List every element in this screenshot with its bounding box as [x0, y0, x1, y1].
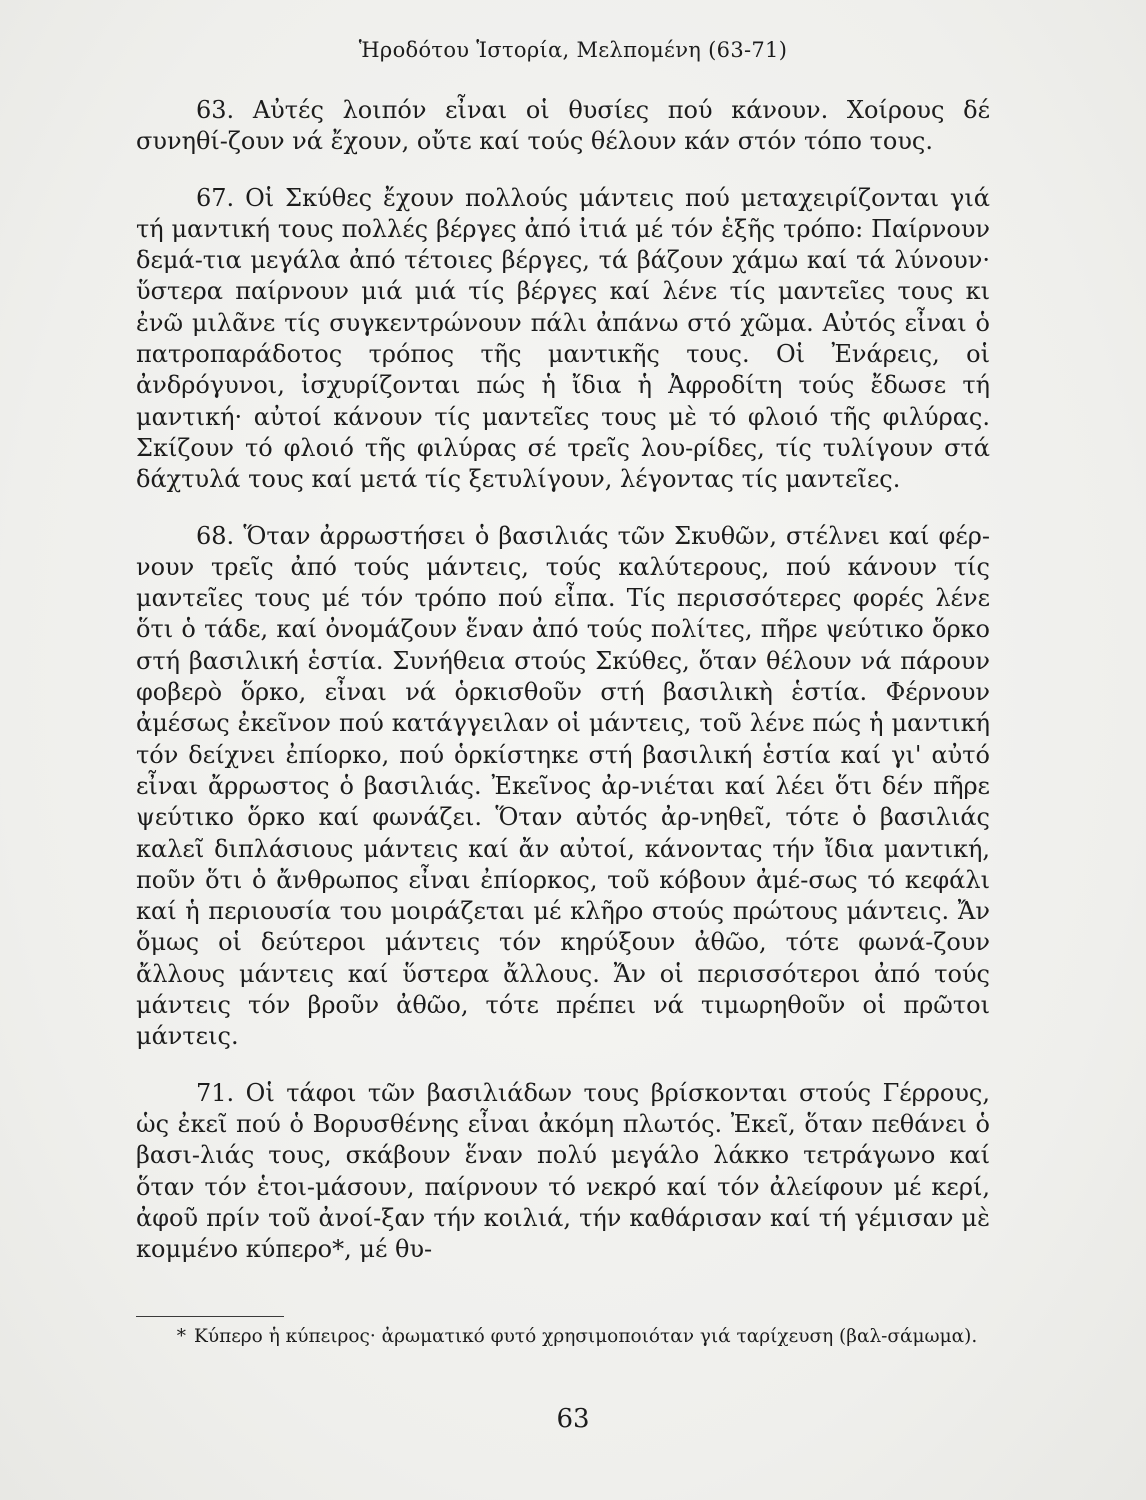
- paragraph-71: 71. Οἱ τάφοι τῶν βασιλιάδων τους βρίσκονται στούς Γέρρους, ὡς ἐκεῖ πού ὁ Βορυσθένης εἶναι ἀκόμη πλωτός. Ἐκεῖ, ὅταν πεθάνει ὁ βασι-λιάς τους, σκάβουν ἕναν πολύ μεγάλο λάκκο τετράγωνο καί ὅταν τόν ἑτοι-μάσουν, παίρνουν τό νεκρό καί τόν ἀλείφουν μέ κερί, ἀφοῦ πρίν τοῦ ἀνοί-ξαν τήν κοιλιά, τήν καθάρισαν καί τή γέμισαν μὲ κομμένο κύπερο*, μέ θυ-: [136, 1078, 990, 1264]
- footnote-marker: *: [176, 1326, 186, 1347]
- body-text: [136, 95, 990, 1265]
- footnote-text: Κύπερο ἡ κύπειρος· ἀρωματικό φυτό χρησιμοποιόταν γιά ταρίχευση (βαλ-σάμωμα).: [194, 1326, 978, 1347]
- paragraph-63: 63. Αὐτές λοιπόν εἶναι οἱ θυσίες πού κάνουν. Χοίρους δέ συνηθί-ζουν νά ἔχουν, οὔτε καί τούς θέλουν κάν στόν τόπο τους.: [136, 96, 990, 156]
- paragraph-67: 67. Οἱ Σκύθες ἔχουν πολλούς μάντεις πού μεταχειρίζονται γιά τή μαντική τους πολλές βέργες ἀπό ἰτιά μέ τόν ἑξῆς τρόπο: Παίρνουν δεμά-τια μεγάλα ἀπό τέτοιες βέργες, τά βάζουν χάμω καί τά λύνουν· ὕστερα παίρνουν μιά μιά τίς βέργες καί λένε τίς μαντεῖες τους κι ἐνῶ μιλᾶνε τίς συγκεντρώνουν πάλι ἀπάνω στό χῶμα. Αὐτός εἶναι ὁ πατροπαράδοτος τρόπος τῆς μαντικῆς τους. Οἱ Ἐνάρεις, οἱ ἀνδρόγυνοι, ἰσχυρίζονται πώς ἡ ἴδια ἡ Ἀφροδίτη τούς ἔδωσε τή μαντική· αὐτοί κάνουν τίς μαντεῖες τους μὲ τό φλοιό τῆς φιλύρας. Σκίζουν τό φλοιό τῆς φιλύρας σέ τρεῖς λου-ρίδες, τίς τυλίγουν στά δάχτυλά τους καί μετά τίς ξετυλίγουν, λέγοντας τίς μαντεῖες.: [136, 183, 990, 494]
- page-number: 63: [556, 1404, 590, 1434]
- footnote-rule: [136, 1316, 284, 1317]
- footnote: [136, 1322, 990, 1352]
- paragraph-68: 68. Ὅταν ἀρρωστήσει ὁ βασιλιάς τῶν Σκυθῶν, στέλνει καί φέρ-νουν τρεῖς ἀπό τούς μάντεις, τούς καλύτερους, πού κάνουν τίς μαντεῖες τους μέ τόν τρόπο πού εἶπα. Τίς περισσότερες φορές λένε ὅτι ὁ τάδε, καί ὀνομάζουν ἕναν ἀπό τούς πολίτες, πῆρε ψεύτικο ὅρκο στή βασιλική ἑστία. Συνήθεια στούς Σκύθες, ὅταν θέλουν νά πάρουν φοβερὸ ὅρκο, εἶναι νά ὁρκισθοῦν στή βασιλικὴ ἑστία. Φέρνουν ἀμέσως ἐκεῖνον πού κατάγγειλαν οἱ μάντεις, τοῦ λένε πώς ἡ μαντική τόν δείχνει ἐπίορκο, πού ὁρκίστηκε στή βασιλική ἑστία καί γι' αὐτό εἶναι ἄρρωστος ὁ βασιλιάς. Ἐκεῖνος ἀρ-νιέται καί λέει ὅτι δέν πῆρε ψεύτικο ὅρκο καί φωνάζει. Ὅταν αὐτός ἀρ-νηθεῖ, τότε ὁ βασιλιάς καλεῖ διπλάσιους μάντεις καί ἄν αὐτοί, κάνοντας τήν ἴδια μαντική, ποῦν ὅτι ὁ ἄνθρωπος εἶναι ἐπίορκος, τοῦ κόβουν ἀμέ-σως τό κεφάλι καί ἡ περιουσία του μοιράζεται μέ κλῆρο στούς πρώτους μάντεις. Ἄν ὅμως οἱ δεύτεροι μάντεις τόν κηρύξουν ἀθῶο, τότε φωνά-ζουν ἄλλους μάντεις καί ὕστερα ἄλλους. Ἄν οἱ περισσότεροι ἀπό τούς μάντεις τόν βροῦν ἀθῶο, τότε πρέπει νά τιμωρηθοῦν οἱ πρῶτοι μάντεις.: [136, 521, 990, 1051]
- running-head: Ἡροδότου Ἱστορία, Μελπομένη (63-71): [358, 38, 788, 62]
